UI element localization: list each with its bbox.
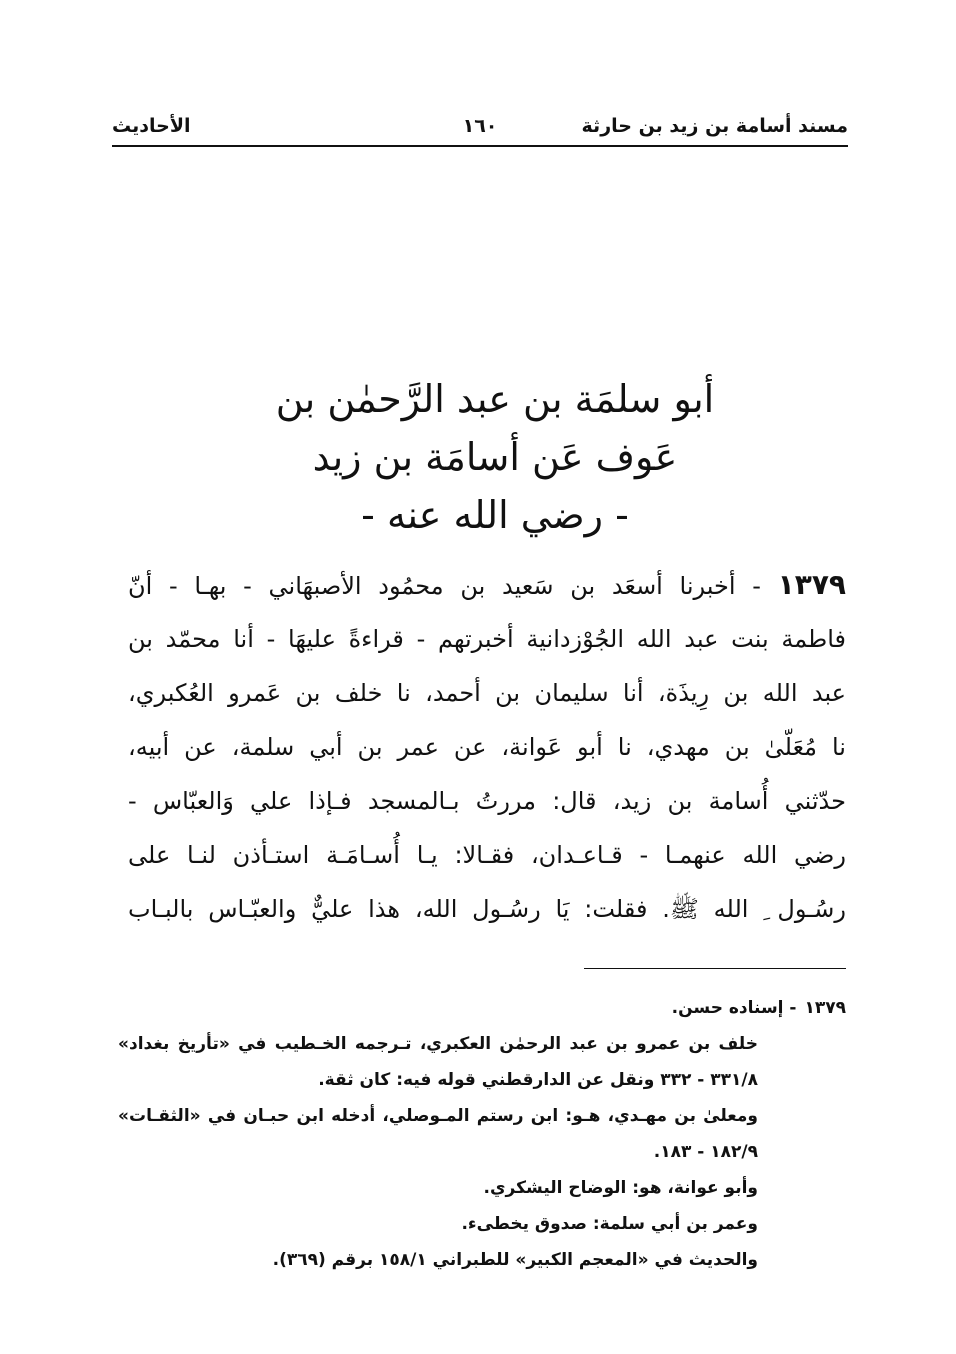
footnote-line: خلف بن عمرو بن عبد الرحمٰن العكبري، تـرجمه الخـطيب في «تأريخ بغداد» (118, 1034, 758, 1054)
footnote-text: - إسناده حسن. (671, 998, 797, 1018)
footnote-line: ١٨٢/٩ - ١٨٣. (653, 1142, 758, 1162)
hadith-line-text: - أخبرنا أسعَد بن سَعيد بن محمُود الأصبهَاني - بهـا - أنّ (128, 572, 761, 600)
hadith-number: ١٣٧٩ (777, 568, 846, 601)
footnotes (118, 990, 846, 1278)
footnote-line: وأبو عوانة، هو: الوضاح اليشكري. (483, 1178, 758, 1198)
header-section-title: الأحاديث (112, 115, 191, 137)
hadith-line (128, 558, 846, 612)
hadith-line: رسُـول ِ الله ﷺ. فقلت: يَا رسُـول الله، هذا عليٌّ والعبّـاس بالبـاب (128, 895, 846, 923)
footnote-line: ومعلىٰ بن مهـدي، هـو: ابن رستم المـوصلي، أدخله ابن حبـان في «الثقـات» (118, 1106, 758, 1126)
heading-line-1: أبو سلمَة بن عبد الرَّحمٰن بن (275, 377, 715, 421)
footnote-line (118, 990, 846, 1026)
hadith-line: عبد الله بن رِيذَة، أنا سليمان بن أحمد، نا خلف بن عَمرو العُكبري، (128, 679, 846, 707)
hadith-line: فاطمة بنت عبد الله الجُوْزدانية أخبرتهم - قراءةً عليهَا - أنا محمّد بن (128, 625, 846, 653)
footnote-number: ١٣٧٩ (804, 998, 846, 1018)
footnote-line: ٣٣١/٨ - ٣٣٢ ونقل عن الدارقطني قوله فيه: كان ثقة. (318, 1070, 758, 1090)
footnote-line: وعمر بن أبي سلمة: صدوق يخطىء. (461, 1214, 758, 1234)
footnote-line: والحديث في «المعجم الكبير» للطبراني ١٥٨/١ برقم (٣٦٩). (272, 1250, 758, 1270)
heading-line-2: عَوف عَن أسامَة بن زيد (312, 435, 678, 479)
hadith-text (128, 558, 846, 936)
hadith-line: نا مُعَلّىٰ بن مهدي، نا أبو عَوانة، عن عمر بن أبي سلمة، عن أبيه، (128, 733, 846, 761)
footnote-divider (584, 968, 846, 969)
chapter-heading (150, 370, 840, 544)
heading-line-3: - رضي الله عنه - (361, 493, 629, 537)
hadith-line: حدّثني أُسامة بن زيد، قال: مررتُ بـالمسجد فـإذا علي وَالعبّاس - (128, 787, 846, 815)
header-divider (112, 145, 848, 147)
running-header (112, 112, 848, 144)
hadith-line: رضي الله عنهمـا - قـاعـدان، فقـالا: يـا أُسـامَـة استـأذن لنـا على (128, 841, 846, 869)
page-number: ١٦٠ (462, 115, 498, 137)
header-book-title: مسند أسامة بن زيد بن حارثة (581, 115, 848, 137)
